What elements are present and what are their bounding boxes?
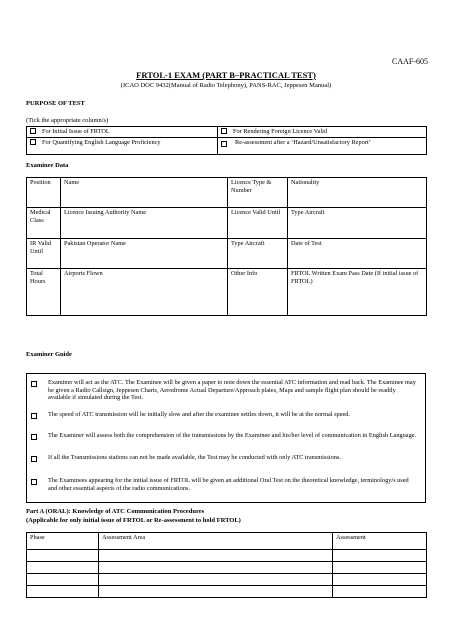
table-cell[interactable] xyxy=(333,562,427,574)
examinee-heading: Examinee Data xyxy=(26,162,69,169)
field-label-licence-type[interactable]: Licence Type & Number xyxy=(228,178,288,208)
guide-item: If all the Transmissions stations can not be made available, the Test may be conducted with only ATC transmissions. xyxy=(31,454,419,462)
purpose-option-reassessment[interactable]: Re-assessment after a ‘Hazard/Unsatisfactory Report’ xyxy=(218,138,427,155)
field-label-licence-authority[interactable]: Licence Issuing Authority Name xyxy=(61,208,228,239)
column-header-assessment-area: Assessment Area xyxy=(99,533,333,550)
field-label-written-exam-date[interactable]: FRTOL Written Exam Pass Date (If initial issue of FRTOL) xyxy=(288,269,427,316)
part-a-heading: Part A (ORAL): Knowledge of ATC Communication Procedures xyxy=(26,508,205,515)
checkbox-bullet-icon xyxy=(31,479,37,485)
checkbox-icon[interactable] xyxy=(30,139,36,145)
table-cell[interactable] xyxy=(333,586,427,598)
guide-heading: Examiner Guide xyxy=(26,351,72,358)
table-cell[interactable] xyxy=(333,550,427,562)
table-cell[interactable] xyxy=(27,562,99,574)
table-cell[interactable] xyxy=(27,586,99,598)
checkbox-icon[interactable] xyxy=(221,141,227,147)
part-a-subheading: (Applicable for only initial issue of FRTOL or Re-assessment to hold FRTOL) xyxy=(26,517,241,524)
field-label-test-date[interactable]: Date of Test xyxy=(288,239,427,269)
guide-item: Examiner will act as the ATC. The Examinee will be given a paper to note down the essential ATC information and read back. The Examinee may be given a Radio Callsign, Jeppesen Charts, Aerodrome Actual Departure/Approach plates, Maps and sample flight plan should be readily available if simulated during the Test. xyxy=(31,379,419,402)
table-cell[interactable] xyxy=(333,574,427,586)
checkbox-bullet-icon xyxy=(31,413,37,419)
field-label-type-aircraft-2[interactable]: Type Aircraft xyxy=(228,239,288,269)
examiner-guide-box xyxy=(26,373,426,503)
column-header-assessment: Assessment xyxy=(333,533,427,550)
purpose-option-english-proficiency[interactable]: For Quantifying English Language Proficiency xyxy=(27,138,218,155)
field-label-operator-name[interactable]: Pakistan Operator Name xyxy=(61,239,228,269)
purpose-instruction: (Tick the appropriate column/s) xyxy=(26,117,109,124)
purpose-table xyxy=(26,126,427,155)
purpose-heading: PURPOSE OF TEST xyxy=(26,100,85,107)
guide-item: The Examiner will assess both the comprehension of the transmissions by the Examinee and his/her level of communication in English Language. xyxy=(31,432,419,440)
field-label-medical-class[interactable]: Medical Class xyxy=(27,208,61,239)
part-a-table xyxy=(26,532,427,598)
checkbox-bullet-icon xyxy=(31,434,37,440)
checkbox-bullet-icon xyxy=(31,381,37,387)
field-label-type-aircraft[interactable]: Type Aircraft xyxy=(288,208,427,239)
field-label-airports-flown[interactable]: Airports Flown xyxy=(61,269,228,316)
guide-item: The speed of ATC transmission will be initially slow and after the examinee settles down, it will be at the normal speed. xyxy=(31,411,419,419)
examinee-data-table xyxy=(26,177,427,316)
table-cell[interactable] xyxy=(99,562,333,574)
column-header-phase: Phase xyxy=(27,533,99,550)
field-label-nationality[interactable]: Nationality xyxy=(288,178,427,208)
form-reference: CAAF-605 xyxy=(391,57,428,66)
field-label-total-hours[interactable]: Total Hours xyxy=(27,269,61,316)
table-cell[interactable] xyxy=(27,574,99,586)
field-label-licence-valid[interactable]: Licence Valid Until xyxy=(228,208,288,239)
purpose-option-foreign-licence[interactable]: For Rendering Foreign Licence Valid xyxy=(218,127,427,138)
field-label-position: Position xyxy=(27,178,61,208)
field-label-other-info[interactable]: Other Info xyxy=(228,269,288,316)
form-title: FRTOL-1 EXAM (PART B–PRACTICAL TEST) xyxy=(136,70,316,80)
checkbox-icon[interactable] xyxy=(30,128,36,134)
table-cell[interactable] xyxy=(99,550,333,562)
form-subtitle: (ICAO DOC 9432(Manual of Radio Telephony), PANS-RAC, Jeppesen Manual) xyxy=(120,82,332,89)
checkbox-bullet-icon xyxy=(31,456,37,462)
purpose-option-initial-issue[interactable]: For Initial Issue of FRTOL xyxy=(27,127,218,138)
checkbox-icon[interactable] xyxy=(221,128,227,134)
table-cell[interactable] xyxy=(99,574,333,586)
field-label-name[interactable]: Name xyxy=(61,178,228,208)
table-cell[interactable] xyxy=(99,586,333,598)
table-cell[interactable] xyxy=(27,550,99,562)
guide-item: The Examinees appearing for the initial issue of FRTOL will be given an additional Oral Test on the theoretical knowledge, terminology/s used and other essential aspects of the radio communications. xyxy=(31,477,419,492)
field-label-ir-valid[interactable]: IR Valid Until xyxy=(27,239,61,269)
